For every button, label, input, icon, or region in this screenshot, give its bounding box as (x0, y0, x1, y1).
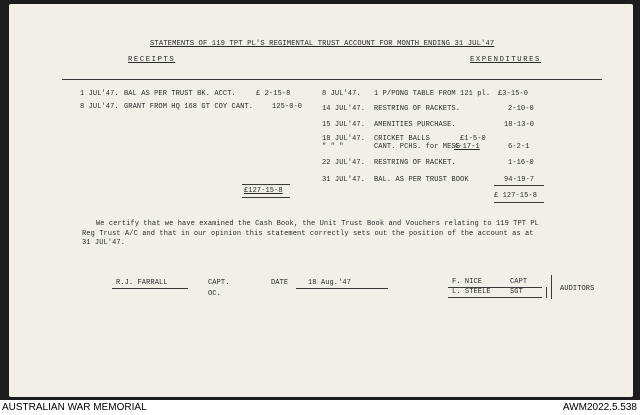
expenditure-amount: 94-19-7 (504, 176, 535, 184)
expenditure-description: CANT. PCHS. for MESS (374, 143, 461, 151)
receipt-description: BAL AS PER TRUST BK. ACCT. (124, 90, 236, 98)
auditors-bracket-inner (546, 287, 547, 298)
institution-name: AUSTRALIAN WAR MEMORIAL (2, 402, 147, 413)
receipts-header: RECEIPTS (128, 56, 176, 64)
auditor-signature-line (448, 297, 542, 298)
expenditure-description: 1 P/PONG TABLE FROM 121 pl. (374, 90, 491, 98)
receipts-total-rule (242, 184, 290, 185)
expenditures-header: EXPENDITURES (470, 56, 541, 64)
receipt-amount: 125-0-0 (272, 103, 303, 111)
expenditure-date: 8 JUL'47. (322, 90, 361, 98)
auditors-label: AUDITORS (560, 285, 595, 293)
catalogue-reference: AWM2022.5.538 (562, 402, 637, 413)
receipt-date: 8 JUL'47. (80, 103, 119, 111)
expenditure-amount: 6-2-1 (508, 143, 530, 151)
certification-text (82, 220, 606, 249)
expenditure-description: AMENITIES PURCHASE. (374, 121, 456, 129)
date-value: 18 Aug.'47 (308, 279, 352, 287)
expenditures-total: £ 127-15-8 (494, 192, 538, 200)
auditor-rank: CAPT (510, 278, 528, 286)
date-line (296, 288, 388, 289)
signatory-rank: CAPT. (208, 279, 230, 287)
auditor-name: L. STEELE (452, 288, 491, 296)
receipt-description: GRANT FROM HQ 168 GT COY CANT. (124, 103, 254, 111)
expenditure-description: RESTRING OF RACKETS. (374, 105, 461, 113)
certification-line: 31 JUL'47. (82, 239, 126, 247)
certification-line: Reg Trust A/C and that in our opinion this statement correctly sets out the position of the account as at (82, 229, 534, 238)
auditor-rank: SGT (510, 288, 523, 296)
expenditures-total-double-rule (494, 202, 544, 203)
certification-line: We certify that we have examined the Cash Book, the Unit Trust Book and Vouchers relating to 119 TPT PL (96, 220, 539, 228)
date-label: DATE (271, 279, 289, 287)
expenditure-amount: 1-16-0 (508, 159, 534, 167)
expenditure-description: CRICKET BALLS (374, 135, 430, 143)
receipt-date: 1 JUL'47. (80, 90, 119, 98)
auditors-bracket (551, 275, 552, 299)
expenditure-sub-amount: 4-17-1 (454, 143, 480, 151)
expenditure-date: 18 JUL'47. (322, 135, 366, 143)
signatory-name: R.J. FARRALL (116, 279, 168, 287)
expenditures-total-rule (494, 185, 544, 186)
expenditure-date: 14 JUL'47. (322, 105, 366, 113)
expenditure-amount: 2-10-0 (508, 105, 534, 113)
expenditure-date: 15 JUL'47. (322, 121, 366, 129)
signature-line (112, 288, 188, 289)
receipt-amount: £ 2-15-8 (256, 90, 291, 98)
expenditure-description: RESTRING OF RACKET. (374, 159, 456, 167)
archive-footer (0, 400, 640, 415)
expenditure-amount: 18-13-0 (504, 121, 535, 129)
header-rule (62, 79, 602, 80)
expenditure-ditto-marks: " " " (322, 143, 344, 151)
expenditure-date: 22 JUL'47. (322, 159, 366, 167)
receipts-total: £127-15-8 (244, 187, 283, 195)
receipts-total-double-rule (242, 197, 290, 198)
signatory-role: OC. (208, 290, 221, 298)
document-title: STATEMENTS OF 119 TPT PL'S REGIMENTAL TRUST ACCOUNT FOR MONTH ENDING 31 JUL'47 (150, 40, 495, 48)
expenditure-sub-amount: £1-5-0 (460, 135, 486, 143)
auditor-name: F. NICE (452, 278, 483, 286)
expenditure-amount: £3-15-0 (498, 90, 529, 98)
expenditure-date: 31 JUL'47. (322, 176, 366, 184)
expenditure-description: BAL. AS PER TRUST BOOK (374, 176, 469, 184)
